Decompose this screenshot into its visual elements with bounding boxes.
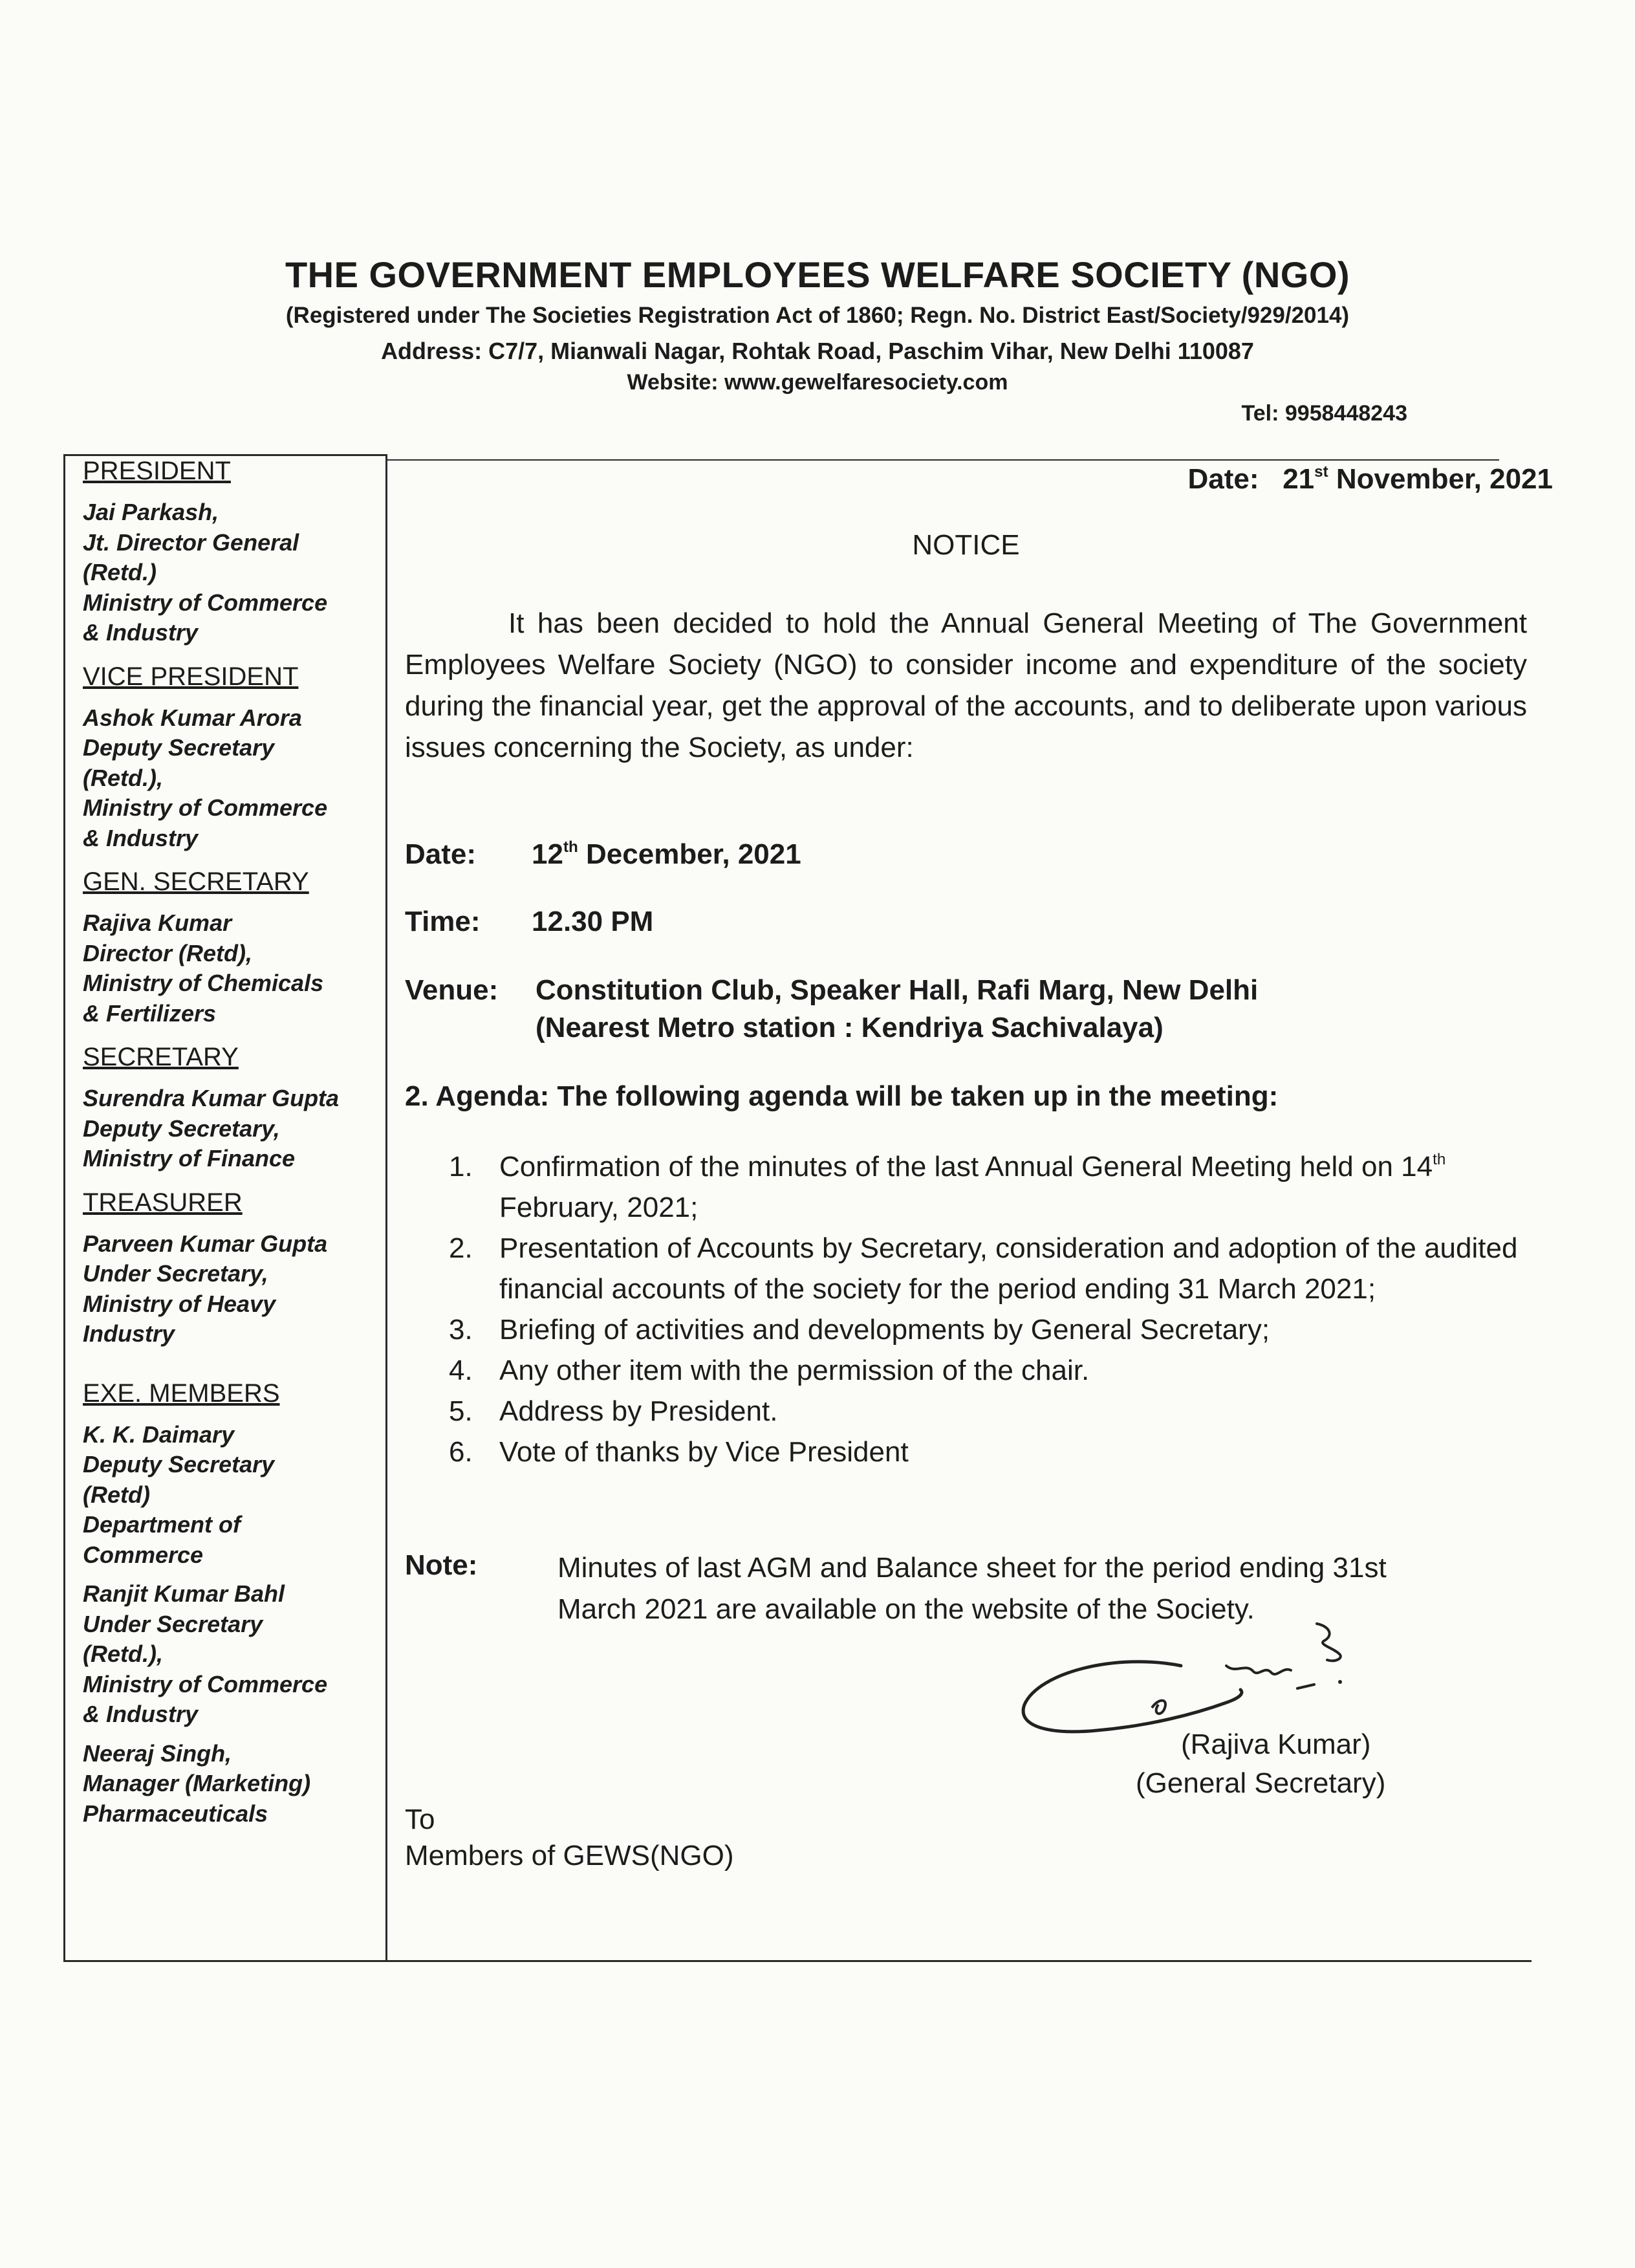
agenda-list	[405, 1146, 1527, 1472]
meeting-time-row	[405, 906, 653, 938]
frame-left-line	[63, 454, 65, 1961]
telephone-line: Tel: 9958448243	[1241, 401, 1407, 426]
website-line: Website: www.gewelfaresociety.com	[627, 370, 1008, 395]
frame-bottom-line	[63, 1960, 1532, 1962]
meeting-venue-row	[405, 974, 1258, 1007]
notice-date-suffix: st	[1314, 463, 1328, 481]
notice-date-label: Date:	[1187, 463, 1259, 495]
agenda-item	[405, 1146, 1527, 1228]
registration-line: (Registered under The Societies Registration Act of 1860; Regn. No. District East/Society/929/2014)	[285, 303, 1350, 328]
agenda-item	[405, 1350, 1527, 1391]
treasurer-details: Parveen Kumar Gupta Under Secretary, Ministry of Heavy Industry	[83, 1230, 328, 1347]
executive-member-1: K. K. Daimary Deputy Secretary (Retd) Department of Commerce	[83, 1421, 275, 1568]
agenda-item	[405, 1228, 1527, 1309]
note-label: Note:	[405, 1549, 478, 1581]
note-text: Minutes of last AGM and Balance sheet for the period ending 31st March 2021 are available on the website of the Society.	[558, 1552, 1387, 1625]
notice-title: NOTICE	[912, 529, 1020, 561]
agenda-item-text: Briefing of activities and developments by General Secretary;	[499, 1314, 1270, 1346]
treasurer-heading: TREASURER	[83, 1188, 243, 1217]
agenda-item-text: Vote of thanks by Vice President	[499, 1436, 909, 1468]
meeting-date-rest: December, 2021	[586, 838, 801, 870]
secretary-details: Surendra Kumar Gupta Deputy Secretary, Ministry of Finance	[83, 1085, 340, 1172]
address-line: Address: C7/7, Mianwali Nagar, Rohtak Road, Paschim Vihar, New Delhi 110087	[381, 338, 1254, 364]
agenda-item-number: 2.	[449, 1232, 473, 1264]
meeting-date-label: Date:	[405, 838, 477, 870]
president-details: Jai Parkash, Jt. Director General (Retd.) Ministry of Commerce & Industry	[83, 499, 328, 646]
meeting-venue-line-2: (Nearest Metro station : Kendriya Sachivalaya)	[536, 1012, 1164, 1043]
agenda-item-number: 6.	[449, 1436, 473, 1468]
vice-president-heading: VICE PRESIDENT	[83, 662, 299, 691]
meeting-venue-label: Venue:	[405, 974, 499, 1006]
meeting-time-label: Time:	[405, 906, 481, 937]
agenda-item-number: 1.	[449, 1151, 473, 1183]
executive-members-heading: EXE. MEMBERS	[83, 1379, 280, 1408]
notice-date	[1187, 463, 1553, 496]
signatory-name: (Rajiva Kumar)	[1181, 1728, 1371, 1760]
recipient-members: Members of GEWS(NGO)	[405, 1840, 734, 1871]
signature-image	[1013, 1617, 1349, 1747]
meeting-venue-line-1: Constitution Club, Speaker Hall, Rafi Marg, New Delhi	[536, 974, 1259, 1006]
vice-president-details: Ashok Kumar Arora Deputy Secretary (Retd.), Ministry of Commerce & Industry	[83, 704, 328, 851]
office-bearers-sidebar	[83, 457, 387, 1838]
agenda-item-number: 3.	[449, 1314, 473, 1346]
general-secretary-details: Rajiva Kumar Director (Retd), Ministry of Chemicals & Fertilizers	[83, 910, 324, 1027]
agenda-item-text: Presentation of Accounts by Secretary, consideration and adoption of the audited financial accounts of the society for the period ending 31 March 2021;	[499, 1232, 1518, 1305]
meeting-time-value: 12.30 PM	[532, 906, 654, 937]
frame-top-right-line	[387, 459, 1499, 461]
agenda-item-suffix: th	[1433, 1150, 1446, 1168]
notice-intro-paragraph: It has been decided to hold the Annual General Meeting of The Government Employees Welfare Society (NGO) to consider income and expenditure of the society during the financial year, get the approval of the accounts, and to deliberate upon various issues concerning the Society, as under:	[405, 607, 1527, 763]
meeting-date-suffix: th	[563, 838, 578, 856]
meeting-date-row	[405, 838, 801, 871]
agenda-item	[405, 1432, 1527, 1472]
general-secretary-heading: GEN. SECRETARY	[83, 867, 309, 896]
agenda-item-text: Any other item with the permission of the chair.	[499, 1355, 1090, 1386]
notice-date-rest: November, 2021	[1336, 463, 1553, 495]
agenda-item	[405, 1391, 1527, 1432]
agenda-item-number: 4.	[449, 1355, 473, 1386]
frame-top-left-line	[63, 454, 387, 456]
organization-name: THE GOVERNMENT EMPLOYEES WELFARE SOCIETY (NGO)	[285, 254, 1350, 295]
executive-member-2: Ranjit Kumar Bahl Under Secretary (Retd.), Ministry of Commerce & Industry	[83, 1580, 328, 1727]
executive-member-3: Neeraj Singh, Manager (Marketing) Pharmaceuticals	[83, 1739, 311, 1827]
notice-date-day: 21	[1283, 463, 1315, 495]
agenda-item-text: Address by President.	[499, 1395, 778, 1427]
agenda-item-number: 5.	[449, 1395, 473, 1427]
secretary-heading: SECRETARY	[83, 1043, 239, 1071]
agenda-item-text: Confirmation of the minutes of the last Annual General Meeting held on 14	[499, 1151, 1433, 1183]
meeting-date-day: 12	[532, 838, 563, 870]
president-heading: PRESIDENT	[83, 457, 231, 485]
signatory-title: (General Secretary)	[1136, 1767, 1386, 1799]
agenda-item	[405, 1309, 1527, 1350]
agenda-heading: 2. Agenda: The following agenda will be taken up in the meeting:	[405, 1080, 1279, 1112]
agenda-item-text-end: February, 2021;	[499, 1192, 698, 1223]
recipient-label: To	[405, 1804, 435, 1835]
